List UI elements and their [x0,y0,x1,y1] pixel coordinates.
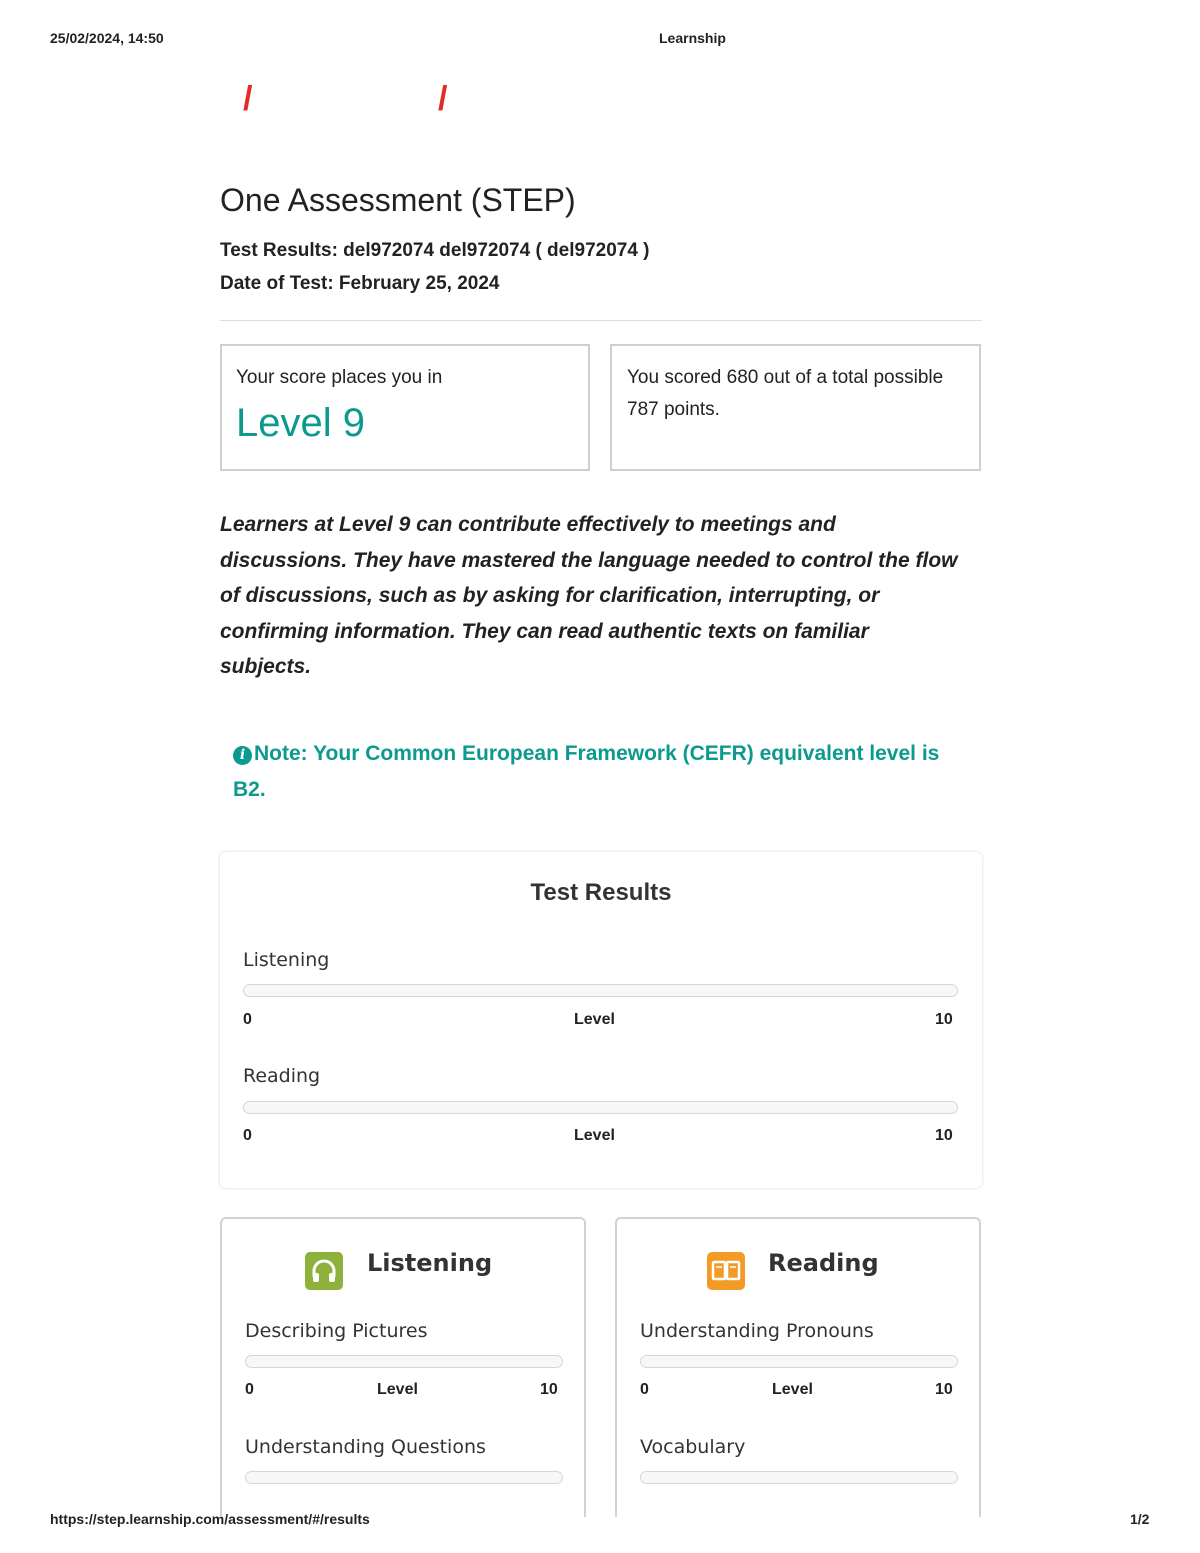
skill-progress-bar [243,984,958,997]
scale-max: 10 [935,1381,953,1398]
scale-label: Level [574,1011,615,1028]
subskill-progress-bar [640,1355,958,1368]
logo-slash-mark: / [243,80,253,118]
scale-min: 0 [245,1381,254,1398]
page-title: One Assessment (STEP) [220,182,576,218]
level-value: Level 9 [236,401,365,445]
test-results-line: Test Results: del972074 del972074 ( del972074 ) [220,240,650,261]
skill-label: Reading [243,1065,321,1087]
points-text: You scored 680 out of a total possible 787 points. [627,367,944,420]
scale-max: 10 [935,1127,953,1144]
subskill-label: Understanding Questions [245,1436,486,1458]
cefr-note-text: Note: Your Common European Framework (CEFR) equivalent level is B2. [233,742,940,801]
date-of-test: Date of Test: February 25, 2024 [220,273,500,294]
reading-card [615,1217,981,1517]
logo-slash-mark: / [438,80,448,118]
print-site-title: Learnship [659,30,726,46]
book-icon [707,1252,745,1290]
headphones-icon [305,1252,343,1290]
listening-card-title: Listening [367,1249,493,1277]
scale-label: Level [574,1127,615,1144]
scale-min: 0 [243,1011,252,1028]
level-box [220,344,590,471]
scale-label: Level [772,1381,813,1398]
subskill-progress-bar [245,1471,563,1484]
level-caption: Your score places you in [236,367,443,388]
print-datetime: 25/02/2024, 14:50 [50,30,164,46]
scale-min: 0 [640,1381,649,1398]
subskill-progress-bar [640,1471,958,1484]
level-description: Learners at Level 9 can contribute effectively to meetings and discussions. They have mastered the language needed to control the flow of discussions, such as by asking for clarification, interrupting, or confirming information. They can read authentic texts on familiar subjects. [220,513,958,678]
scale-max: 10 [540,1381,558,1398]
subskill-label: Describing Pictures [245,1320,428,1342]
book-icon-graphic [707,1252,745,1290]
subskill-progress-bar [245,1355,563,1368]
points-box [610,344,981,471]
scale-min: 0 [243,1127,252,1144]
divider [220,320,982,321]
listening-card [220,1217,586,1517]
skill-label: Listening [243,949,330,971]
test-results-card [220,852,982,1188]
print-url: https://step.learnship.com/assessment/#/results [50,1511,370,1527]
subskill-label: Vocabulary [640,1436,746,1458]
print-page-number: 1/2 [1130,1511,1150,1527]
reading-card-title: Reading [768,1249,879,1277]
skill-progress-bar [243,1101,958,1114]
subskill-label: Understanding Pronouns [640,1320,874,1342]
scale-label: Level [377,1381,418,1398]
scale-max: 10 [935,1011,953,1028]
test-results-title: Test Results [530,879,672,906]
headphones-icon-graphic [305,1252,343,1290]
cefr-note [233,736,973,807]
info-icon: i [233,746,252,765]
